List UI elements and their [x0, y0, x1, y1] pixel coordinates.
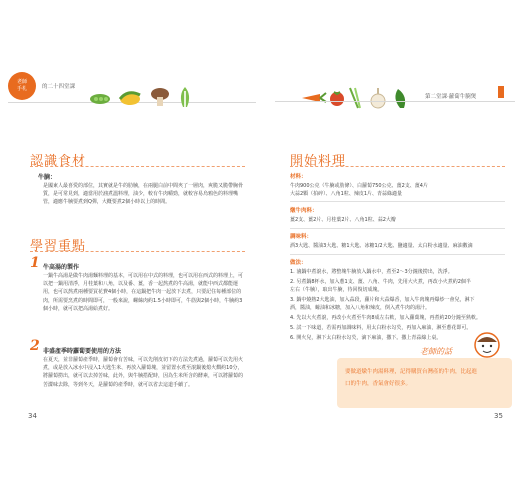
teacher-note-line-1: 要做道燉牛肉湯料理，記得購買台灣產的牛肉，比起進 — [345, 369, 478, 375]
right-header-rule — [275, 101, 515, 102]
point-title-2: 非盛產季時蘿蔔要使用的方法 — [43, 348, 122, 355]
point-number-1: 1 — [30, 255, 40, 271]
garlic-icon — [371, 88, 385, 108]
section-divider — [290, 166, 505, 167]
page-number-right: 35 — [494, 412, 503, 420]
peapod-icon — [90, 94, 110, 104]
left-header-title: 的二十四堂課 — [42, 84, 76, 90]
badge-line-1: 老師 — [16, 79, 27, 85]
point-body-2: 在夏天，並非蘿蔔產季時，蘿蔔會有苦味，可以先削皮切下的方法先煮過，蘿蔔可以先用火煮，或是放入冰水中浸入1大匙生米、再放入蘿蔔塊，並留置水煮至滾鍋後熄火燜約10分，將蘿蔔撈出，就可以去掉苦味，此外，與牛腩搭配時，因為生米所含的酵素，可以將蘿蔔的苦澀味去除，等到冬天，是蘿蔔的產季時，就可以省去這道手續了。 — [43, 357, 244, 388]
vegetable-illustrations-left — [88, 85, 258, 109]
step-line: 1. 滷鍋中煮滾水，將整塊牛腩放入鍋水中，煮至2～3分鐘後撈出，洗淨。 — [290, 269, 453, 275]
section-title-cooking: 開始料理 — [290, 154, 347, 169]
teacher-note-heading: 老師的話 — [420, 347, 452, 356]
point-title-1: 牛高湯的製作 — [43, 264, 80, 271]
section-divider — [30, 251, 245, 252]
step-line: 酒，醬油，蠔油和冰糖，加入八角和辣皮，倒入煮牛肉的湯汁。 — [290, 305, 431, 311]
corn-icon — [120, 93, 140, 105]
stock-label: 燉牛肉料： — [290, 208, 318, 214]
step-line: 4. 先以大火煮滾，再改小火煮至牛肉8成左右軟，加入蘿蔔塊，再煮約20分鐘至熟軟。 — [290, 315, 481, 321]
materials-label: 材料： — [290, 174, 307, 180]
steps-label: 做法： — [290, 260, 307, 266]
tomato-icon — [330, 92, 344, 106]
rule — [290, 228, 505, 229]
seasoning-line-1: 酒3大匙、醬油3大匙、糖1大匙、冰糖1/2大匙、鹽適量、太白粉水適量、麻油數滴 — [290, 243, 473, 249]
rule — [290, 201, 505, 202]
step-line: 6. 開火兒，淋下太白粉水勾芡，滴下麻油，撒下。撒上青蒜綠上桌。 — [290, 335, 442, 341]
materials-line-2: 大蒜2顆（拍碎）、八角1粒、辣皮1片、青蒜綠適量 — [290, 191, 403, 197]
section-divider — [30, 166, 245, 167]
vegetable-illustrations-right — [300, 86, 415, 110]
step-line: 5. 試一下味道，若需再加調味料，用太白粉水勾芡，再加入麻油，淋至蔥花即可。 — [290, 325, 472, 331]
stock-line-1: 薑2支、薑2片、月桂葉2片、八角1粒、蒜2大瓣 — [290, 217, 396, 223]
step-line: 3. 鍋中燒熱2大匙油，加入蒜段，蘿片和大蒜爆香，加入牛肉塊再爆炒一會兒，淋下 — [290, 297, 475, 303]
step-line: 左右（牛腩），取出牛腩，待回復切成塊。 — [290, 287, 383, 293]
teacher-note-line-2: 口的牛肉，香氣會好很多。 — [345, 381, 412, 387]
step-line: 2. 另煮鍋8杯水，加入蔥1支、薑、八角、牛肉，先用大火煮，再改小火煮約2個半 — [290, 279, 471, 285]
section-title-ingredients: 認識食材 — [30, 154, 87, 169]
teacher-avatar — [470, 330, 504, 360]
bokchoy-icon — [181, 87, 189, 107]
rule — [290, 254, 505, 255]
point-body-1: 一鍋牛高湯是做牛肉湯麵料理的基本，可以用在中式的料理，也可以用在西式的料理上，可以把一鍋用清淨，月桂葉和八角，以及番、薑，香一起熬煮的牛高湯，就能中西式都能運用，也可以熬煮兩種要買花費4個小時，在這鍋把牛肉一起放下去煮，只要記住每種部位的肉，所需要烹煮的時間即可，一般來說，螺絲肉約1.5小時即可，牛筋與2個小時，牛腩約3個小時，就可以把高湯給煮好。 — [43, 273, 244, 312]
ingredient-description: 是國東人最喜愛的部位，其實就是牛的肋腩，在兩腿白前中間夾了一層肉，爽脆又脆帶胸骨質，是可常見到，適當用於滷煮溫料理，油少，較有牛肉嚼勁，就較容易烏鴉色的料理嘴管，適應牛腩要煮到Q彈，大概要煮2個小時以上的時間。 — [43, 183, 244, 206]
materials-line-1: 牛肉900公克（牛腩或肋條）、白蘿蔔750公克、薑2支、薑4片 — [290, 183, 428, 189]
right-header-title: 第二堂課‧蘿蔔牛腩煲 — [425, 94, 477, 100]
right-header-tab — [498, 86, 504, 98]
page-number-left: 34 — [28, 412, 37, 420]
mushroom-icon — [151, 88, 169, 106]
badge-line-2: 手札 — [16, 86, 27, 92]
chapter-badge — [8, 72, 36, 100]
scallion-icon — [350, 88, 360, 108]
seasoning-label: 調味料： — [290, 234, 313, 240]
point-number-2: 2 — [30, 338, 40, 354]
spinach-icon — [395, 89, 405, 108]
ingredient-title: 牛腩： — [38, 174, 57, 181]
section-title-key-points: 學習重點 — [30, 239, 87, 254]
